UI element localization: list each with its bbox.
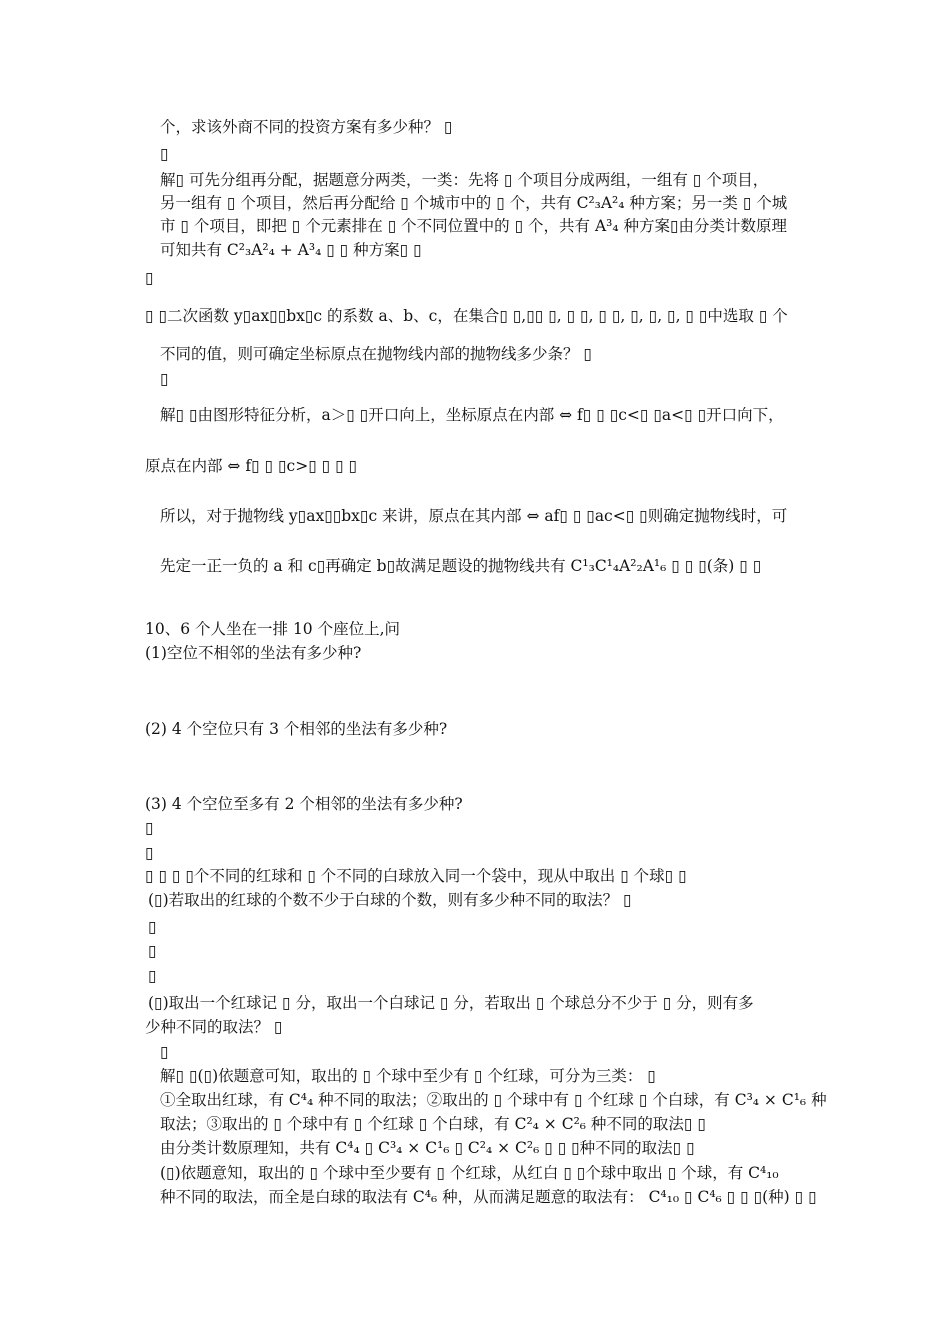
problem-10-title: 10、6 个人坐在一排 10 个座位上,问 — [145, 620, 401, 638]
text-line: 少种不同的取法？ ▯ — [145, 1018, 283, 1036]
text-line: ▯ — [160, 145, 169, 163]
text-line: (▯)取出一个红球记 ▯ 分，取出一个白球记 ▯ 分，若取出 ▯ 个球总分不少于 ▯ 分，则有多 — [148, 994, 754, 1012]
text-line: 另一组有 ▯ 个项目，然后再分配给 ▯ 个城市中的 ▯ 个，共有 C²₃A²₄ 种方案；另一类 ▯ 个城 — [160, 194, 788, 212]
problem-11-line: ▯ ▯ ▯ ▯个不同的红球和 ▯ 个不同的白球放入同一个袋中，现从中取出 ▯ 个球▯ ▯ — [145, 867, 687, 885]
text-line: ▯ — [145, 269, 154, 287]
text-line: ▯ — [160, 370, 169, 388]
problem-9-line: ▯ ▯二次函数 y▯ax▯▯bx▯c 的系数 a、b、c，在集合▯ ▯,▯▯ ▯, ▯ ▯, ▯ ▯, ▯, ▯, ▯, ▯ ▯中选取 ▯ 个 — [145, 307, 788, 325]
text-line: (▯)若取出的红球的个数不少于白球的个数，则有多少种不同的取法？ ▯ — [148, 891, 632, 909]
text-line: 不同的值，则可确定坐标原点在抛物线内部的抛物线多少条？ ▯ — [160, 345, 592, 363]
problem-10-part-3: (3) 4 个空位至多有 2 个相邻的坐法有多少种? — [145, 795, 463, 813]
text-line: ▯ — [148, 918, 157, 936]
text-line: ▯ — [148, 967, 157, 985]
text-line: (▯)依题意知，取出的 ▯ 个球中至少要有 ▯ 个红球，从红白 ▯ ▯个球中取出 ▯ 个球，有 C⁴₁₀ — [160, 1164, 779, 1182]
text-line: ▯ — [148, 942, 157, 960]
text-line: 个，求该外商不同的投资方案有多少种？ ▯ — [160, 118, 453, 136]
text-line: 解▯ ▯由图形特征分析，a＞▯ ▯开口向上，坐标原点在内部 ⇔ f▯ ▯ ▯c<▯ ▯a<▯ ▯开口向下， — [160, 406, 784, 424]
problem-10-part-2: (2) 4 个空位只有 3 个相邻的坐法有多少种? — [145, 720, 448, 738]
text-line: 取法；③取出的 ▯ 个球中有 ▯ 个红球 ▯ 个白球，有 C²₄ × C²₆ 种不同的取法▯ ▯ — [160, 1115, 706, 1133]
text-line: ▯ — [160, 1043, 169, 1061]
text-line: ▯ — [145, 844, 154, 862]
problem-10-part-1: (1)空位不相邻的坐法有多少种? — [145, 644, 362, 662]
text-line: 解▯ ▯(▯)依题意可知，取出的 ▯ 个球中至少有 ▯ 个红球，可分为三类： ▯ — [160, 1067, 656, 1085]
text-line: ▯ — [145, 819, 154, 837]
text-line: 市 ▯ 个项目，即把 ▯ 个元素排在 ▯ 个不同位置中的 ▯ 个，共有 A³₄ 种方案▯由分类计数原理 — [160, 217, 788, 235]
text-line: 由分类计数原理知，共有 C⁴₄ ▯ C³₄ × C¹₆ ▯ C²₄ × C²₆ ▯ ▯ ▯种不同的取法▯ ▯ — [160, 1139, 695, 1157]
text-line: 可知共有 C²₃A²₄ + A³₄ ▯ ▯ 种方案▯ ▯ — [160, 241, 422, 259]
text-line: 所以，对于抛物线 y▯ax▯▯bx▯c 来讲，原点在其内部 ⇔ af▯ ▯ ▯ac<▯ ▯则确定抛物线时，可 — [160, 507, 788, 525]
text-line: 种不同的取法，而全是白球的取法有 C⁴₆ 种，从而满足题意的取法有： C⁴₁₀ ▯ C⁴₆ ▯ ▯ ▯(种) ▯ ▯ — [160, 1188, 817, 1206]
text-line: 解▯ 可先分组再分配，据题意分两类，一类：先将 ▯ 个项目分成两组，一组有 ▯ 个项目， — [160, 171, 769, 189]
text-line: ①全取出红球，有 C⁴₄ 种不同的取法；②取出的 ▯ 个球中有 ▯ 个红球 ▯ 个白球，有 C³₄ × C¹₆ 种 — [160, 1091, 827, 1109]
text-line: 先定一正一负的 a 和 c▯再确定 b▯故满足题设的抛物线共有 C¹₃C¹₄A²₂A¹₆ ▯ ▯ ▯(条) ▯ ▯ — [160, 557, 762, 575]
text-line: 原点在内部 ⇔ f▯ ▯ ▯c>▯ ▯ ▯ ▯ — [145, 457, 358, 475]
